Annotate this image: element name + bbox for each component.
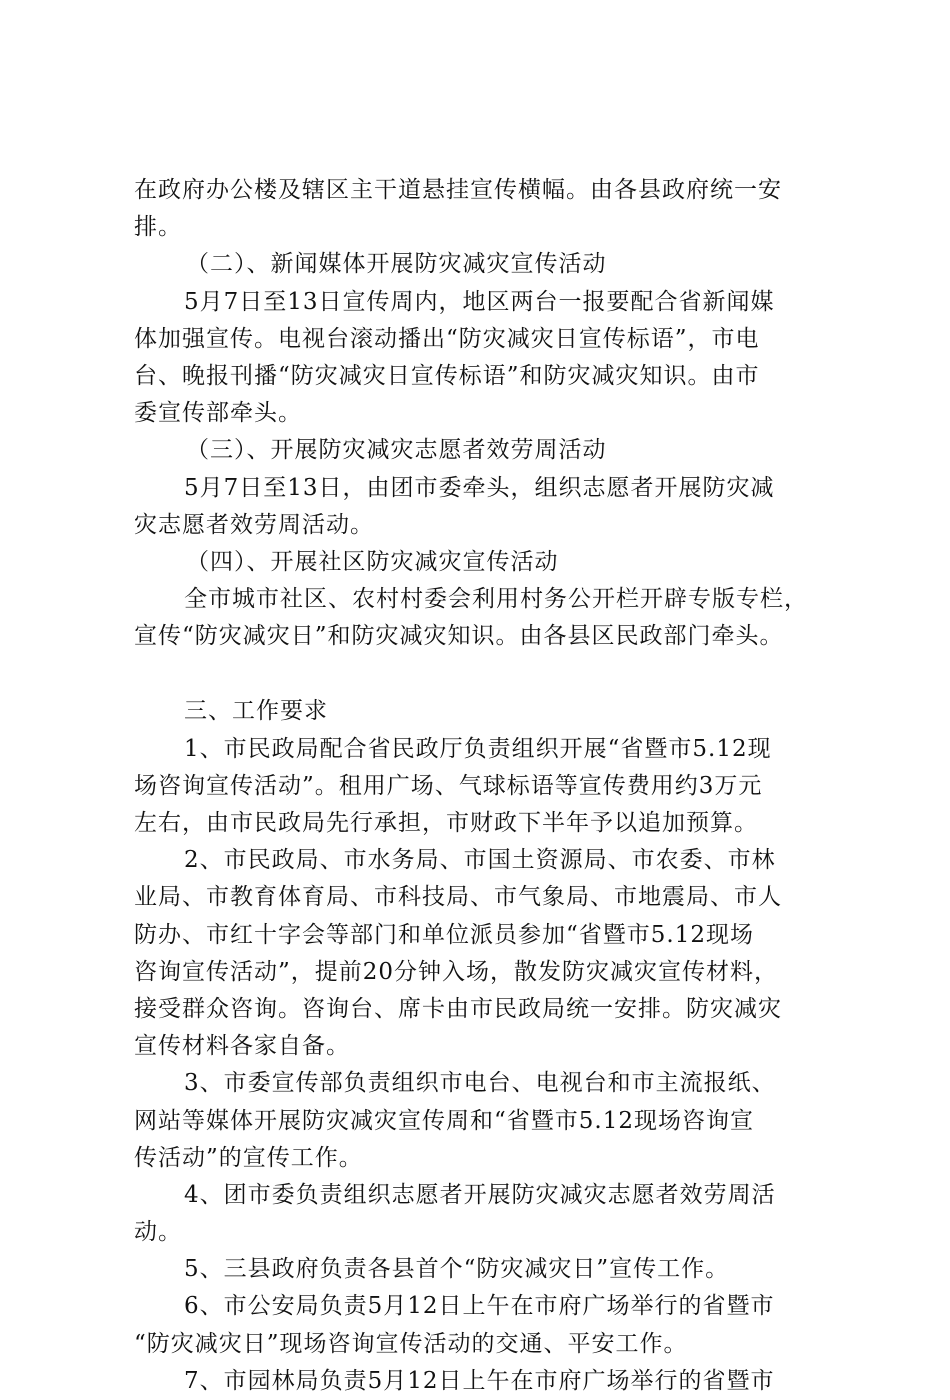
body-line: 委宣传部牵头。 (134, 400, 302, 427)
section-heading-3: （三）、开展防灾减灾志愿者效劳周活动 (186, 437, 607, 464)
body-line: 4、团市委负责组织志愿者开展防灾减灾志愿者效劳周活 (184, 1181, 776, 1208)
body-line: 咨询宣传活动”，提前20分钟入场，散发防灾减灾宣传材料， (134, 958, 779, 985)
body-line: 业局、市教育体育局、市科技局、市气象局、市地震局、市人 (134, 884, 782, 911)
body-line: 排。 (134, 214, 182, 241)
body-line: 在政府办公楼及辖区主干道悬挂宣传横幅。由各县政府统一安 (134, 177, 782, 203)
body-line: 7、市园林局负责5月12日上午在市府广场举行的省暨市 (184, 1367, 775, 1394)
body-line: 台、晚报刊播“防灾减灾日宣传标语”和防灾减灾知识。由市 (134, 362, 760, 389)
body-line: 左右，由市民政局先行承担，市财政下半年予以追加预算。 (134, 810, 758, 836)
body-line: 全市城市社区、农村村委会利用村务公开栏开辟专版专栏， (184, 586, 808, 613)
section-heading-2: （二）、新闻媒体开展防灾减灾宣传活动 (186, 251, 607, 278)
body-line: 6、市公安局负责5月12日上午在市府广场举行的省暨市 (184, 1293, 775, 1320)
body-line: 防办、市红十字会等部门和单位派员参加“省暨市5.12现场 (134, 921, 754, 948)
body-line: 体加强宣传。电视台滚动播出“防灾减灾日宣传标语”，市电 (134, 325, 760, 352)
body-line: 接受群众咨询。咨询台、席卡由市民政局统一安排。防灾减灾 (134, 995, 782, 1022)
body-line: 场咨询宣传活动”。租用广场、气球标语等宣传费用约3万元 (134, 772, 763, 799)
body-line: 5、三县政府负责各县首个“防灾减灾日”宣传工作。 (184, 1256, 730, 1283)
body-line: 5月7日至13日宣传周内，地区两台一报要配合省新闻媒 (184, 288, 775, 315)
body-line: 灾志愿者效劳周活动。 (134, 511, 374, 538)
body-line: 3、市委宣传部负责组织市电台、电视台和市主流报纸、 (184, 1070, 776, 1097)
paragraph-gap (134, 655, 824, 693)
body-line: 传活动”的宣传工作。 (134, 1144, 363, 1171)
body-line: 5月7日至13日，由团市委牵头，组织志愿者开展防灾减 (184, 474, 775, 501)
body-line: 网站等媒体开展防灾减灾宣传周和“省暨市5.12现场咨询宣 (134, 1107, 754, 1134)
body-line: 1、市民政局配合省民政厅负责组织开展“省暨市5.12现 (184, 735, 772, 762)
document-body (134, 172, 824, 1400)
body-line: “防灾减灾日”现场咨询宣传活动的交通、平安工作。 (134, 1330, 688, 1357)
section-heading-4: （四）、开展社区防灾减灾宣传活动 (186, 548, 559, 575)
body-line: 2、市民政局、市水务局、市国土资源局、市农委、市林 (184, 847, 776, 874)
body-line: 宣传材料各家自备。 (134, 1033, 350, 1060)
body-line: 动。 (134, 1219, 182, 1246)
section-heading-work-requirements: 三、工作要求 (184, 698, 328, 725)
body-line: 宣传“防灾减灾日”和防灾减灾知识。由各县区民政部门牵头。 (134, 623, 784, 650)
